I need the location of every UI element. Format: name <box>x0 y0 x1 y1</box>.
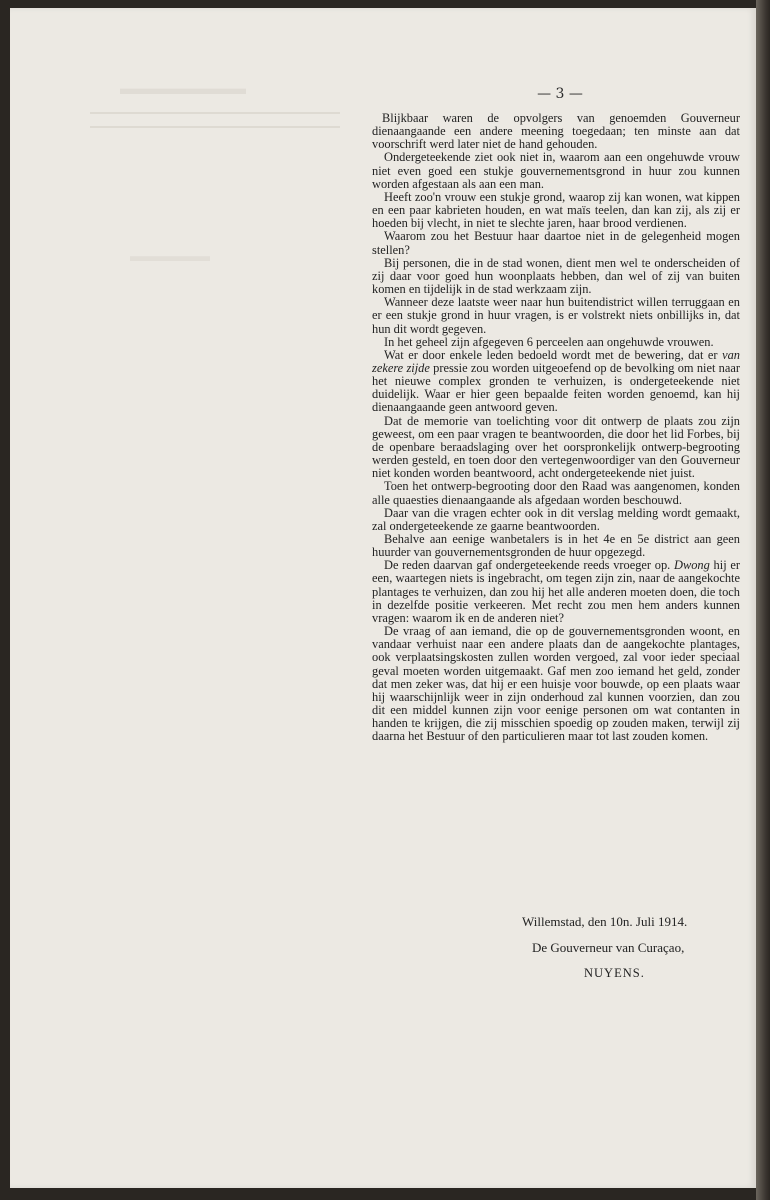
paragraph: Behalve aan eenige wanbetalers is in het 4e en 5e district aan geen huurder van gouvernementsgronden de huur opgezegd. <box>372 532 740 560</box>
paragraph-text: hij er een, waartegen niets is ingebracht, om tegen zijn zin, naar de aangekochte plantages te verhuizen, dan zou hij het alle anderen moeten doen, die toch in dezelfde positie verkeeren. Met recht zou men hem anders kunnen vragen: waarom ik en de anderen niet? <box>372 558 740 625</box>
paragraph <box>372 349 740 415</box>
paragraph: Ondergeteekende ziet ook niet in, waarom aan een ongehuwde vrouw niet even goed een stukje gouvernementsgrond in huur zou kunnen worden afgestaan als aan een man. <box>372 150 740 191</box>
paragraph-text: pressie zou worden uitgeoefend op de bevolking om niet naar het nieuwe complex gronden te verhuizen, is ondergeteekende niet duidelijk. Waar er hier geen bepaalde feiten worden genoemd, kan hij dienaangaande geen antwoord geven. <box>372 360 741 415</box>
paragraph: Waarom zou het Bestuur haar daartoe niet in de gelegenheid mogen stellen? <box>372 229 740 257</box>
paragraph: In het geheel zijn afgegeven 6 perceelen aan ongehuwde vrouwen. <box>384 334 714 349</box>
body-text <box>372 112 740 744</box>
signature-place-date: Willemstad, den 10n. Juli 1914. <box>522 914 688 929</box>
paragraph: Bij personen, die in de stad wonen, dient men wel te onderscheiden of zij daar voor goed hun woonplaats hebben, dan wel of zij van buiten komen en tijdelijk in de stad werkzaam zijn. <box>372 255 740 297</box>
paragraph-text: Wat er door enkele leden bedoeld wordt met de bewering, dat er <box>384 347 723 362</box>
italic-phrase: Dwong <box>674 558 710 573</box>
paragraph: De vraag of aan iemand, die op de gouvernementsgronden woont, en vandaar verhuist naar een andere plaats dan de aangekochte plantages, ook verplaatsingskosten zullen worden vergoed, zal voor ieder speciaal geval moeten worden uitgemaakt. Gaf men zoo iemand het geld, zonder dat men zeker was, dat hij er een huisje voor bouwde, op een plaats waar hij waarschijnlijk weer in zijn onderhoud zal kunnen voorzien, dan zou dit een middel kunnen zijn voor eenige personen om wat contanten in handen te krijgen, die zij misschien spoedig op zouden maken, terwijl zij daarna het Bestuur of den particulieren maar tot last zouden komen. <box>372 624 740 744</box>
paragraph: Daar van die vragen echter ook in dit verslag melding wordt gemaakt, zal ondergeteekende ze gaarne beantwoorden. <box>372 505 740 533</box>
paragraph: Dat de memorie van toelichting voor dit ontwerp de plaats zou zijn geweest, om een paar vragen te beantwoorden, die door het lid Forbes, bij de openbare beraadslaging over het oorspronkelijk ontwerp-begrooting werden gesteld, en toen door den vertegenwoordiger van den Gouverneur niet konden worden beantwoord, acht ondergeteekende niet juist. <box>372 413 740 481</box>
bleed-through-shadow: ▬▬▬▬▬ <box>130 248 210 265</box>
paragraph <box>372 559 740 625</box>
paragraph: Wanneer deze laatste weer naar hun buitendistrict willen terruggaan en er een stukje grond in huur vragen, is er volstrekt niets onbillijks in, dat hun dit wordt gegeven. <box>372 295 740 336</box>
bleed-through-line <box>90 126 340 128</box>
bleed-through-line <box>90 112 340 114</box>
page-number: — 3 — <box>537 86 583 102</box>
italic-phrase: van zekere zijde <box>372 347 740 375</box>
book-edge <box>756 0 770 1200</box>
signature-name: NUYENS. <box>584 966 645 980</box>
paragraph: Heeft zoo'n vrouw een stukje grond, waarop zij kan wonen, wat kippen en een paar kabrieten houden, en wat maïs teelen, dan kan zij, als zij er hoeden bij vlecht, in niet te slechte jaren, haar brood verdienen. <box>372 189 740 231</box>
signature-title: De Gouverneur van Curaçao, <box>532 940 685 955</box>
paragraph: Blijkbaar waren de opvolgers van genoemden Gouverneur dienaangaande een andere meening toegedaan; ten minste aan dat voorschrift werd later niet de hand gehouden. <box>372 111 740 152</box>
paragraph: Toen het ontwerp-begrooting door den Raad was aangenomen, konden alle quaesties dienaangaande als afgedaan worden beschouwd. <box>372 479 740 507</box>
bleed-through-shadow: ▬▬▬▬▬▬▬ <box>120 78 246 98</box>
paragraph-text: De reden daarvan gaf ondergeteekende reeds vroeger op. <box>384 558 675 573</box>
document-page <box>10 8 756 1188</box>
